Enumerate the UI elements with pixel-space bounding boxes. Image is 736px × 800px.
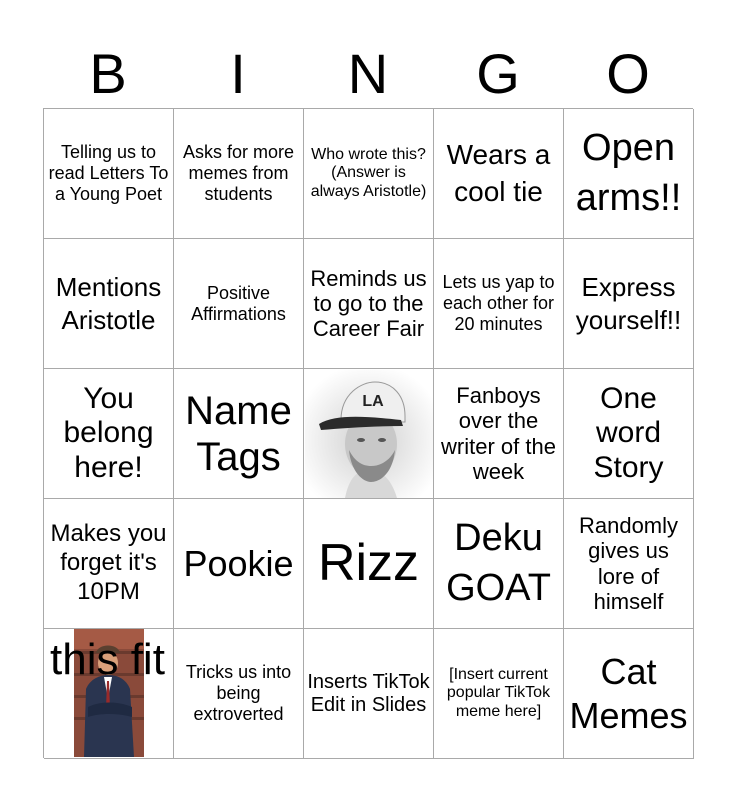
- cell-text: Inserts TikTok Edit in Slides: [307, 670, 430, 716]
- cell-text: Mentions Aristotle: [55, 272, 162, 335]
- cell-text: Cat Memes: [569, 651, 688, 736]
- bingo-cell[interactable]: [434, 109, 564, 239]
- header-letter-b: B: [89, 42, 127, 105]
- cell-text: Rizz: [317, 533, 420, 592]
- cell-text: Who wrote this? (Answer is always Aristotle): [310, 145, 427, 200]
- cell-text: Deku GOAT: [446, 517, 551, 609]
- man-in-cap-photo: [305, 370, 433, 498]
- cell-text: Open arms!!: [575, 127, 682, 219]
- cell-text: Name Tags: [185, 388, 292, 479]
- bingo-grid: [43, 108, 693, 758]
- bingo-cell[interactable]: [304, 499, 434, 629]
- bingo-cell-fit[interactable]: [44, 629, 174, 759]
- cell-text: Positive Affirmations: [191, 282, 286, 324]
- bingo-header: [43, 40, 693, 108]
- bingo-cell[interactable]: [304, 109, 434, 239]
- bingo-cell[interactable]: [434, 499, 564, 629]
- bingo-cell[interactable]: [304, 239, 434, 369]
- bingo-cell[interactable]: [564, 369, 694, 499]
- cap-logo-text: LA: [361, 392, 384, 410]
- bingo-cell[interactable]: [44, 499, 174, 629]
- bingo-cell[interactable]: [304, 629, 434, 759]
- cell-text: Telling us to read Letters To a Young Poet: [48, 142, 169, 204]
- cell-text: Reminds us to go to the Career Fair: [310, 265, 427, 342]
- header-letter-o: O: [606, 42, 650, 105]
- cell-text: Asks for more memes from students: [182, 142, 295, 204]
- bingo-cell[interactable]: [174, 499, 304, 629]
- bingo-cell-photo[interactable]: [304, 369, 434, 499]
- header-letter-n: N: [347, 42, 389, 105]
- bingo-cell[interactable]: [434, 369, 564, 499]
- bingo-cell[interactable]: [564, 109, 694, 239]
- cell-text: Tricks us into being extroverted: [185, 662, 292, 724]
- cell-text: this fit: [50, 635, 165, 684]
- bingo-cell[interactable]: [174, 369, 304, 499]
- bingo-cell[interactable]: [44, 369, 174, 499]
- bingo-cell[interactable]: [564, 239, 694, 369]
- bingo-cell[interactable]: [174, 239, 304, 369]
- bingo-cell[interactable]: [44, 109, 174, 239]
- bingo-cell[interactable]: [174, 109, 304, 239]
- bingo-cell[interactable]: [564, 629, 694, 759]
- cell-text: Pookie: [183, 542, 294, 584]
- cell-text: [Insert current popular TikTok meme here]: [446, 665, 551, 720]
- bingo-cell[interactable]: [44, 239, 174, 369]
- cell-text: Wears a cool tie: [446, 139, 551, 207]
- cell-text: Makes you forget it's 10PM: [50, 520, 167, 605]
- cell-text: Randomly gives us lore of himself: [578, 512, 679, 614]
- cell-text: Lets us yap to each other for 20 minutes: [442, 272, 555, 334]
- bingo-cell[interactable]: [174, 629, 304, 759]
- header-letter-i: I: [230, 42, 246, 105]
- bingo-cell[interactable]: [434, 239, 564, 369]
- cell-text: You belong here!: [63, 381, 154, 484]
- header-letter-g: G: [476, 42, 520, 105]
- bingo-cell[interactable]: [434, 629, 564, 759]
- cell-text: One word Story: [593, 381, 664, 484]
- cell-text: Express yourself!!: [575, 272, 682, 335]
- cell-text: Fanboys over the writer of the week: [441, 382, 556, 484]
- bingo-cell[interactable]: [564, 499, 694, 629]
